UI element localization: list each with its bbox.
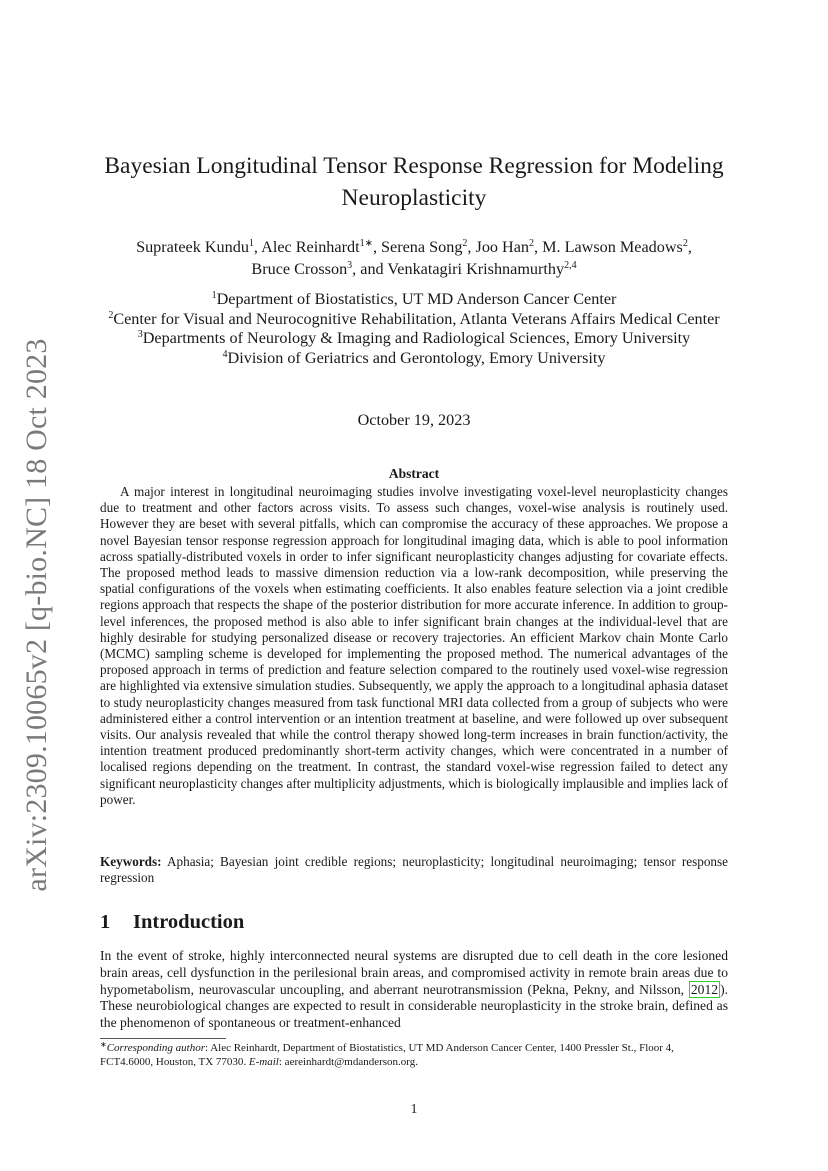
affiliation-text: Departments of Neurology & Imaging and Radiological Sciences, Emory University [142, 329, 691, 347]
publication-date: October 19, 2023 [357, 411, 471, 429]
keywords-text: Aphasia; Bayesian joint credible regions; neuroplasticity; longitudinal neuroimaging; tensor response regression [100, 854, 728, 886]
abstract-heading: Abstract [388, 466, 440, 481]
author-separator: , and [352, 260, 388, 278]
affiliation [100, 310, 728, 330]
affiliation [100, 290, 728, 310]
affiliation-mark: 4 [222, 348, 228, 360]
affiliation [100, 329, 728, 349]
affiliation-mark: 2 [108, 309, 114, 321]
author-separator: , [467, 238, 476, 256]
footnote-email-label: E-mail [248, 1056, 279, 1068]
footnote-label: Corresponding author [106, 1042, 205, 1054]
footnote-mark: ∗ [100, 1040, 107, 1049]
affiliation [100, 349, 728, 369]
citation-link[interactable]: 2012 [690, 981, 719, 997]
author-affil-mark: 3 [347, 260, 353, 271]
author-separator: , [687, 238, 692, 256]
affiliation-list [100, 290, 728, 368]
author-affil-mark: 2 [682, 238, 688, 249]
author-list [100, 236, 728, 280]
footnote-divider [100, 1038, 226, 1039]
title-line-1: Bayesian Longitudinal Tensor Response Regression for Modeling [104, 153, 724, 179]
author-affil-mark: 1∗ [359, 238, 373, 249]
intro-text-after-cite: ). These neurobiological changes are expected to result in considerable neuroplasticity in the stroke brain, defined as the phenomenon of spontaneous or treatment-enhanced [100, 981, 728, 1031]
author-name: Suprateek Kundu [136, 238, 249, 256]
author-affil-mark: 1 [248, 238, 254, 249]
author-affil-mark: 2,4 [564, 260, 577, 271]
footnote-email: : aereinhardt@mdanderson.org. [278, 1056, 419, 1068]
author-name: M. Lawson Meadows [542, 238, 683, 256]
affiliation-mark: 1 [211, 290, 217, 301]
author-separator: , [253, 238, 262, 256]
author-separator: , [534, 238, 543, 256]
section-number: 1 [100, 911, 111, 933]
arxiv-side-stamp: arXiv:2309.10065v2 [q-bio.NC] 18 Oct 2023 [20, 338, 53, 892]
section-heading [100, 911, 244, 934]
abstract-body: A major interest in longitudinal neuroimaging studies involve investigating voxel-level neuroplasticity changes due to treatment and other factors across visits. To assess such changes, voxel-wise analysis is routinely used. However they are beset with several pitfalls, which can compromise the accuracy of these approaches. We propose a novel Bayesian tensor response regression approach for longitudinal imaging data, which is able to pool information across spatially-distributed voxels in order to infer significant neuroplasticity changes adjusting for covariate effects. The proposed method leads to massive dimension reduction via a low-rank decomposition, while preserving the spatial configurations of the voxels when estimating coefficients. It also enables feature selection via a joint credible regions approach that respects the shape of the posterior distribution for more accurate inference. In addition to group-level inferences, the proposed method is also able to infer significant brain changes at the individual-level that are highly desirable for studying personalized disease or recovery trajectories. An efficient Markov chain Monte Carlo (MCMC) sampling scheme is developed for implementing the proposed method. The numerical advantages of the proposed approach in terms of prediction and feature selection compared to the routinely used voxel-wise regression are highlighted via extensive simulation studies. Subsequently, we apply the approach to a longitudinal aphasia dataset to study neuroplasticity changes measured from task functional MRI data collected from a group of subjects who were administered either a control intervention or an intention treatment at baseline, and were followed up over subsequent visits. Our analysis revealed that while the control therapy showed long-term increases in brain function/activity, the intention treatment produced predominantly short-term activity changes, which were concentrated in a number of localised regions depending on the treatment. In contrast, the standard voxel-wise regression failed to detect any significant neuroplasticity changes after multiplicity adjustments, which is biologically implausible and implies lack of power. [100, 484, 728, 807]
author-affil-mark: 2 [462, 238, 468, 249]
affiliation-mark: 3 [137, 329, 143, 340]
affiliation-text: Department of Biostatistics, UT MD Anderson Cancer Center [216, 290, 617, 308]
author-separator: , [372, 238, 382, 256]
affiliation-text: Division of Geriatrics and Gerontology, Emory University [227, 348, 606, 367]
page-number: 1 [410, 1101, 418, 1116]
author-name: Alec Reinhardt [261, 238, 360, 256]
affiliation-text: Center for Visual and Neurocognitive Rehabilitation, Atlanta Veterans Affairs Medical Center [113, 309, 720, 328]
author-name: Joo Han [475, 238, 530, 256]
keywords-label: Keywords: [100, 854, 162, 869]
section-title: Introduction [133, 911, 245, 933]
author-name: Venkatagiri Krishnamurthy [387, 260, 565, 278]
footnote-text: : Alec Reinhardt, Department of Biostatistics, UT MD Anderson Cancer Center, 1400 Pressler St., Floor 4, FCT4.6000, Houston, TX 77030. [100, 1042, 674, 1068]
author-name: Bruce Crosson [251, 260, 348, 278]
author-affil-mark: 2 [529, 238, 535, 249]
paper-title [100, 150, 728, 214]
footnote [100, 1041, 728, 1069]
author-name: Serena Song [381, 238, 463, 256]
title-line-2: Neuroplasticity [341, 185, 487, 211]
keywords [100, 854, 728, 886]
intro-text-before-cite: In the event of stroke, highly interconnected neural systems are disrupted due to cell death in the core lesioned brain areas, cell dysfunction in the perilesional brain areas, and compromised activity in remote brain areas due to hypometabolism, neurovascular uncoupling, and aberrant neurotransmission (Pekna, Pekny, and Nilsson, [100, 948, 728, 997]
intro-paragraph [100, 948, 728, 1032]
